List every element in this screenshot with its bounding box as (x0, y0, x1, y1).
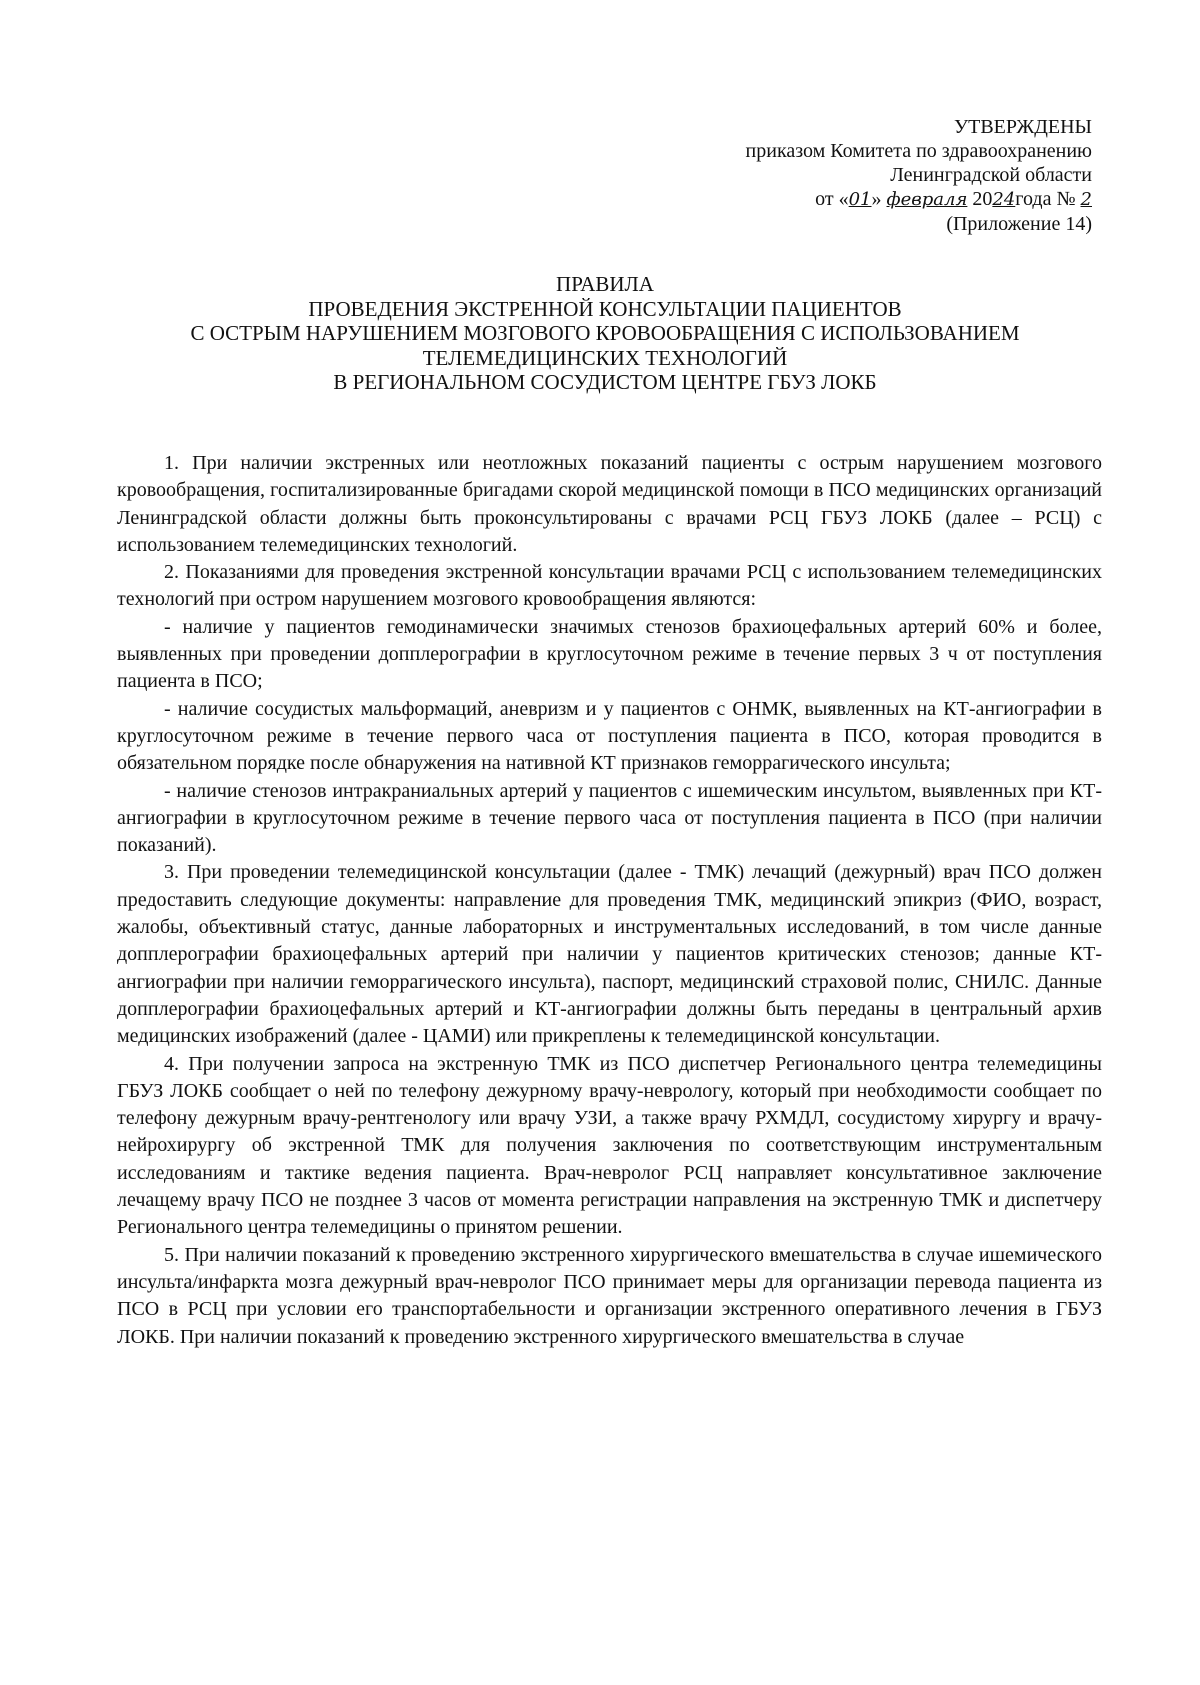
paragraph-2-item-2: - наличие сосудистых мальформаций, аневризм и у пациентов с ОНМК, выявленных на КТ-ангиографии в круглосуточном режиме в течение первого часа от поступления пациента в ПСО, которая проводится в обязательном порядке после обнаружения на нативной КТ признаков геморрагического инсульта; (117, 697, 1102, 775)
paragraph-5: 5. При наличии показаний к проведению экстренного хирургического вмешательства в случае ишемического инсульта/инфаркта мозга дежурный врач-невролог ПСО принимает меры для организации перевода пациента из ПСО в РСЦ при условии его транспортабельности и организации экстренного оперативного лечения в ГБУЗ ЛОКБ. При наличии показаний к проведению экстренного хирургического вмешательства в случае (117, 1243, 1102, 1348)
approval-date-line (592, 187, 1092, 212)
approval-region: Ленинградской области (890, 164, 1092, 186)
approval-block (592, 115, 1092, 236)
document-title (110, 272, 1100, 395)
paragraph-2-item-1: - наличие у пациентов гемодинамически значимых стенозов брахиоцефальных артерий 60% и более, выявленных при проведении допплерографии в круглосуточном режиме в течение первых 3 ч от поступления пациента в ПСО; (117, 615, 1102, 693)
title-line-3: С ОСТРЫМ НАРУШЕНИЕМ МОЗГОВОГО КРОВООБРАЩЕНИЯ С ИСПОЛЬЗОВАНИЕМ (190, 321, 1020, 345)
date-quote-close: » (871, 188, 887, 210)
paragraph-4: 4. При получении запроса на экстренную ТМК из ПСО диспетчер Регионального центра телемедицины ГБУЗ ЛОКБ сообщает о ней по телефону дежурному врачу-неврологу, который при необходимости сообщает по телефону дежурным врачу-рентгенологу или врачу УЗИ, а также врачу РХМДЛ, сосудистому хирургу и врачу-нейрохирургу об экстренной ТМК для получения заключения по соответствующим инструментальным исследованиям и тактике ведения пациента. Врач-невролог РСЦ направляет консультативное заключение лечащему врачу ПСО не позднее 3 часов от момента регистрации направления на экстренную ТМК и диспетчеру Регионального центра телемедицины о принятом решении. (117, 1052, 1102, 1239)
title-line-4: ТЕЛЕМЕДИЦИНСКИХ ТЕХНОЛОГИЙ (422, 345, 788, 370)
paragraph-1: 1. При наличии экстренных или неотложных показаний пациенты с острым нарушением мозгового кровообращения, госпитализированные бригадами скорой медицинской помощи в ПСО медицинских организаций Ленинградской области должны быть проконсультированы с врачами РСЦ ГБУЗ ЛОКБ (далее – РСЦ) с использованием телемедицинских технологий. (117, 452, 1102, 556)
handwritten-number: 2 (1080, 189, 1092, 210)
title-line-5: В РЕГИОНАЛЬНОМ СОСУДИСТОМ ЦЕНТРЕ ГБУЗ ЛОКБ (333, 370, 877, 394)
handwritten-day: 01 (848, 189, 872, 210)
year-prefix: 20 (967, 188, 993, 210)
handwritten-year: 24 (992, 189, 1016, 210)
year-suffix: года № (1015, 188, 1081, 210)
approval-appendix: (Приложение 14) (946, 213, 1092, 235)
title-line-2: ПРОВЕДЕНИЯ ЭКСТРЕННОЙ КОНСУЛЬТАЦИИ ПАЦИЕНТОВ (308, 296, 902, 321)
title-line-1: ПРАВИЛА (556, 272, 654, 296)
document-body (117, 450, 1102, 1351)
handwritten-month: февраля (886, 189, 968, 210)
date-prefix: от « (815, 188, 849, 210)
approval-heading: УТВЕРЖДЕНЫ (953, 116, 1092, 138)
paragraph-2: 2. Показаниями для проведения экстренной консультации врачами РСЦ с использованием телемедицинских технологий при остром нарушением мозгового кровообращения являются: (117, 561, 1102, 611)
approval-order-by: приказом Комитета по здравоохранению (745, 140, 1092, 162)
paragraph-2-item-3: - наличие стенозов интракраниальных артерий у пациентов с ишемическим инсультом, выявленных при КТ-ангиографии в круглосуточном режиме в течение первого часа от поступления пациента в ПСО (при наличии показаний). (117, 779, 1102, 857)
paragraph-3: 3. При проведении телемедицинской консультации (далее - ТМК) лечащий (дежурный) врач ПСО должен предоставить следующие документы: направление для проведения ТМК, медицинский эпикриз (ФИО, возраст, жалобы, объективный статус, данные лабораторных и инструментальных исследований, в том числе данные допплерографии брахиоцефальных артерий при наличии у пациентов критических стенозов; данные КТ-ангиографии при наличии геморрагического инсульта), паспорт, медицинский страховой полис, СНИЛС. Данные допплерографии брахиоцефальных артерий и КТ-ангиографии должны быть переданы в центральный архив медицинских изображений (далее - ЦАМИ) или прикреплены к телемедицинской консультации. (117, 861, 1102, 1048)
